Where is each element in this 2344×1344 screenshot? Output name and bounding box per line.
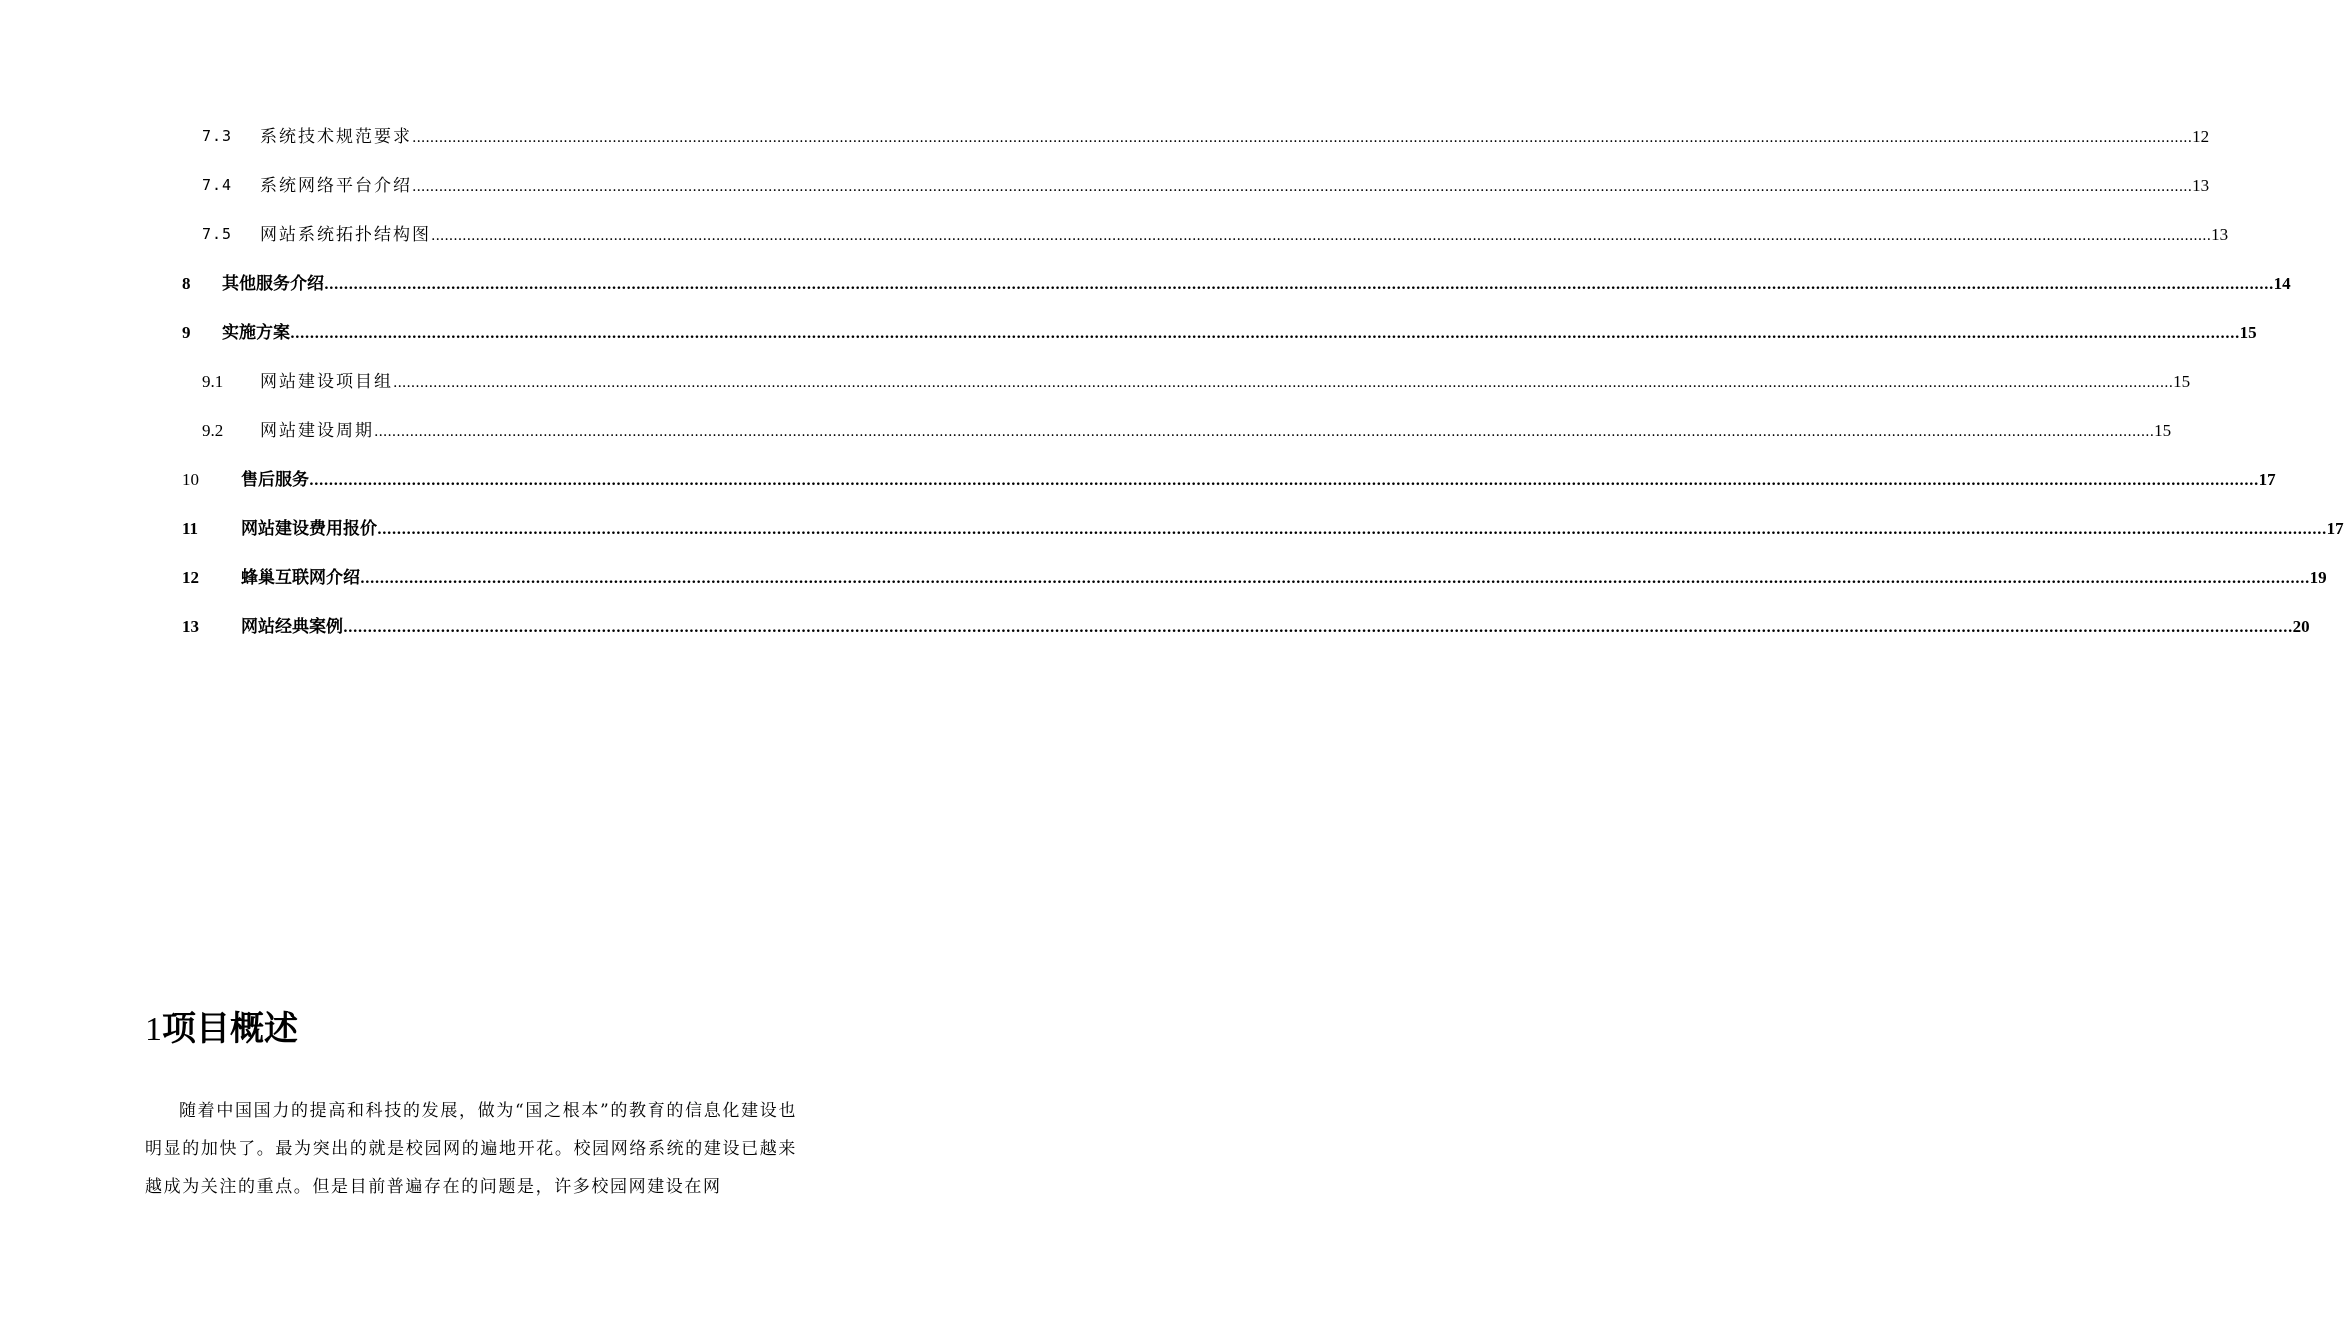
toc-entry-number: 10: [182, 470, 199, 489]
section-number: 1: [145, 1011, 162, 1048]
toc-entry-title: 其他服务介绍: [222, 274, 324, 294]
toc-entry-number: 12: [182, 568, 199, 587]
toc-dot-leader: ................................................................................................................................................................................................................................................................................................................................................................................................................: [309, 473, 2259, 489]
toc-entry-page: 20: [2292, 617, 2310, 636]
toc-dot-leader: ................................................................................................................................................................................................................................................................................................................................................................................................................: [360, 571, 2310, 587]
toc-entry-title: 网站建设项目组: [260, 372, 393, 392]
toc-dot-leader: ................................................................................................................................................................................................................................................................................................................................................................................................................: [374, 424, 2155, 440]
toc-entry-leader: [241, 504, 2344, 555]
toc-entry-page: 15: [2154, 421, 2172, 440]
toc-entry-leader: [222, 259, 2291, 310]
toc-entry-leader: [260, 357, 2191, 408]
toc-entry-leader: [260, 406, 2172, 457]
toc-entry[interactable]: [0, 259, 2291, 308]
toc-entry[interactable]: [0, 112, 2210, 161]
toc-entry-page: 12: [2192, 127, 2210, 146]
toc-entry-number: 7.4: [202, 176, 233, 194]
toc-entry-page: 13: [2211, 225, 2229, 244]
toc-entry-number: 11: [182, 519, 199, 538]
toc-dot-leader: ................................................................................................................................................................................................................................................................................................................................................................................................................: [412, 130, 2193, 146]
toc-entry-title: 网站建设周期: [260, 421, 374, 441]
toc-entry[interactable]: [0, 553, 2327, 602]
section-heading: [145, 1006, 298, 1053]
toc-entry-leader: [260, 112, 2210, 163]
section-title: 项目概述: [162, 1009, 298, 1049]
toc-entry[interactable]: [0, 357, 2191, 406]
toc-dot-leader: ................................................................................................................................................................................................................................................................................................................................................................................................................: [393, 375, 2174, 391]
toc-dot-leader: ................................................................................................................................................................................................................................................................................................................................................................................................................: [412, 179, 2193, 195]
toc-entry-number: 9: [182, 323, 191, 342]
toc-entry-leader: [260, 210, 2229, 261]
toc-entry[interactable]: [0, 308, 2257, 357]
toc-entry-leader: [260, 161, 2210, 212]
toc-entry[interactable]: [0, 602, 2310, 651]
toc-entry[interactable]: [0, 210, 2229, 259]
toc-dot-leader: ................................................................................................................................................................................................................................................................................................................................................................................................................: [343, 620, 2293, 636]
toc-entry-page: 19: [2309, 568, 2327, 587]
toc-entry[interactable]: [0, 406, 2172, 455]
toc-entry-number: 7.5: [202, 225, 233, 243]
toc-entry-page: 17: [2258, 470, 2276, 489]
toc-entry-title: 网站经典案例: [241, 617, 343, 637]
toc-entry[interactable]: [0, 455, 2276, 504]
toc-entry-leader: [241, 553, 2327, 604]
toc-dot-leader: ................................................................................................................................................................................................................................................................................................................................................................................................................: [377, 522, 2327, 538]
toc-entry-title: 蜂巢互联网介绍: [241, 568, 360, 588]
toc-dot-leader: ................................................................................................................................................................................................................................................................................................................................................................................................................: [324, 277, 2274, 293]
toc-entry-page: 13: [2192, 176, 2210, 195]
toc-entry-page: 15: [2239, 323, 2257, 342]
toc-entry[interactable]: [0, 161, 2210, 210]
toc-entry-page: 15: [2173, 372, 2191, 391]
toc-entry-title: 售后服务: [241, 470, 309, 490]
toc-entry-number: 13: [182, 617, 199, 636]
toc-entry-number: 8: [182, 274, 191, 293]
toc-entry-leader: [222, 308, 2257, 359]
body-paragraph: 随着中国国力的提高和科技的发展，做为“国之根本”的教育的信息化建设也明显的加快了。最为突出的就是校园网的遍地开花。校园网络系统的建设已越来越成为关注的重点。但是目前普遍存在的问题是，许多校园网建设在网: [145, 1101, 797, 1197]
toc-entry-title: 系统网络平台介绍: [260, 176, 412, 196]
toc-dot-leader: ................................................................................................................................................................................................................................................................................................................................................................................................................: [431, 228, 2212, 244]
toc-entry-title: 实施方案: [222, 323, 290, 343]
toc-entry-title: 系统技术规范要求: [260, 127, 412, 147]
toc-entry-number: 9.1: [202, 372, 224, 391]
toc-entry-title: 网站系统拓扑结构图: [260, 225, 431, 245]
toc-entry-number: 9.2: [202, 421, 224, 440]
toc-entry-leader: [241, 455, 2276, 506]
toc-dot-leader: ................................................................................................................................................................................................................................................................................................................................................................................................................: [290, 326, 2240, 342]
body-text: [145, 1092, 797, 1206]
table-of-contents: [0, 112, 2344, 651]
toc-entry-number: 7.3: [202, 127, 233, 145]
toc-entry-leader: [241, 602, 2310, 653]
toc-entry-title: 网站建设费用报价: [241, 519, 377, 539]
toc-entry-page: 14: [2273, 274, 2291, 293]
toc-entry[interactable]: [0, 504, 2344, 553]
toc-entry-page: 17: [2326, 519, 2344, 538]
